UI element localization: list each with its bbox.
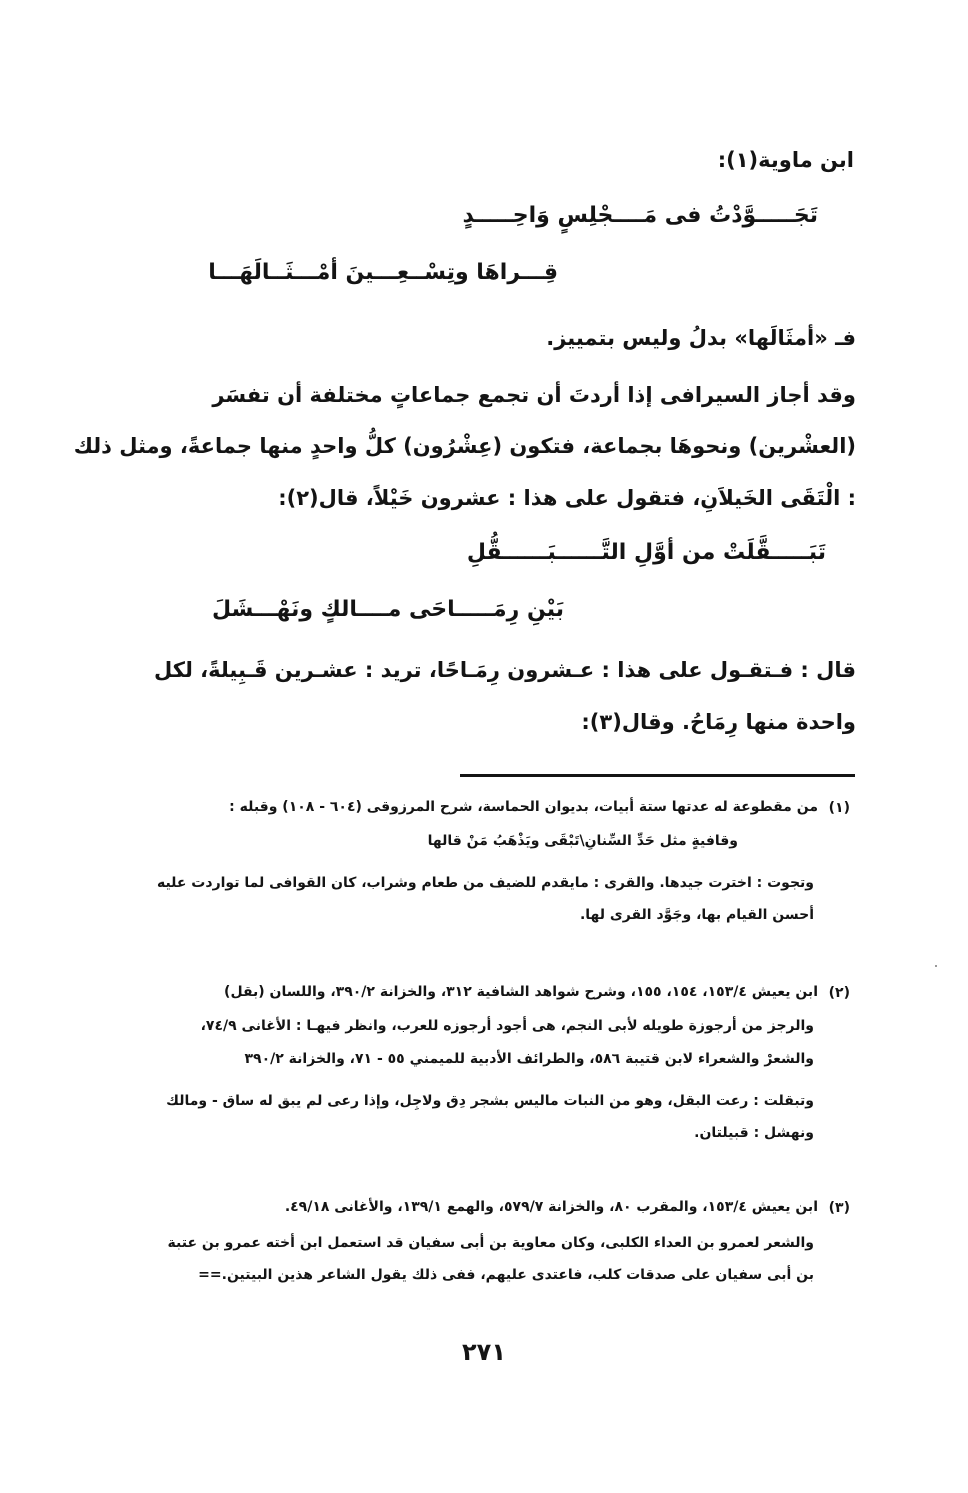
paragraph-2-line-1: قال : فـتقـول على هذا : عـشرون رِمَـاحًا، تريد : عشـرين قَـبِيلةً، لكل	[153, 658, 856, 682]
footnote-1-line-3: وتجوت : اخترت جيدها. والقرى : مايقدم للضيف من طعام وشراب، كان القوافى لما تواردت عليه	[156, 875, 814, 891]
footnote-2-number: (٢)	[828, 985, 850, 1001]
footnote-1-verse: وقافيةٍ مثل حَدِّ السِّنانِ\تَبْقَى ويَذْهَبُ مَنْ قالها	[427, 833, 738, 849]
footnote-3-line-2: والشعر لعمرو بن العداء الكلبى، وكان معاوية بن أبى سفيان قد استعمل ابن أخته عمرو بن عتبة	[167, 1235, 814, 1251]
verse-2-hemistich-2: بَيْنِ رِمَـــــاحَى مــــالكٍ ونَهْـــشَلَ	[211, 597, 564, 622]
footnote-2-line-1: ابن يعيش ١٥٣/٤، ١٥٤، ١٥٥، وشرح شواهد الشافية ٣١٢، والخزانة ٣٩٠/٢، واللسان (بقل)	[224, 984, 818, 1000]
scan-speck	[935, 965, 937, 967]
footnote-1-line-1: من مقطوعة له عدتها ستة أبيات، بديوان الحماسة، شرح المرزوقى (٦٠٤ - ١٠٨) وقبله :	[229, 799, 818, 815]
footnote-3-line-1: ابن يعيش ١٥٣/٤، والمقرب ٨٠، والخزانة ٥٧٩/٧، والهمع ١٣٩/١، والأغانى ٤٩/١٨.	[284, 1199, 818, 1215]
verse-2-hemistich-1: تَبَـــــقَّلَتْ من أوَّلِ التَّــــــبَــــــقُّلِ	[466, 540, 826, 565]
verse-1-hemistich-2: قِـــراهَا وتِسْــعِـــينَ أمْـــثَــالَهَـــا	[208, 260, 558, 285]
paragraph-1-line-3: : الْتَقَى الخَيلاَنِ، فتقول على هذا : عشرون خَيْلاً، قال(٢):	[278, 486, 856, 510]
footnote-3-number: (٣)	[828, 1200, 850, 1216]
footnote-2-line-5: ونهشل : قبيلتان.	[694, 1125, 814, 1141]
paragraph-1-line-2: (العشْرين) ونحوهَا بجماعة، فتكون (عِشْرُون) كلُّ واحدٍ منها جماعةً، ومثل ذلك	[73, 434, 856, 458]
footnote-1-line-4: أحسن القيام بها، وجَوَّد القرى لها.	[579, 907, 814, 923]
paragraph-2-line-2: واحدة منها رِمَاحُ. وقال(٣):	[581, 710, 856, 734]
grammar-note: فـ «أمثَالَها» بدلُ وليس بتمييز.	[546, 326, 856, 350]
intro-line: ابن ماوية(١):	[717, 148, 854, 172]
paragraph-1-line-1: وقد أجاز السيرافى إذا أردتَ أن تجمع جماعاتٍ مختلفة أن تفسَر	[212, 383, 856, 407]
footnote-3-line-3: بن أبى سفيان على صدقات كلب، فاعتدى عليهم، ففى ذلك يقول الشاعر هذين البيتين.==	[198, 1267, 814, 1283]
footnote-1-number: (١)	[828, 800, 850, 816]
verse-1-hemistich-1: تَجَـــــوَّدْتُ فى مَــــجْلِسٍ وَاحِـــــدٍ	[462, 203, 818, 228]
footnote-2-line-3: والشعرْ والشعراء لابن قتيبة ٥٨٦، والطرائف الأدبية للميمني ٥٥ - ٧١، والخزانة ٣٩٠/٢	[244, 1051, 814, 1067]
page-number: ٢٧١	[462, 1338, 506, 1366]
footnote-separator	[460, 774, 855, 777]
footnote-2-line-4: وتبقلت : رعت البقل، وهو من النبات ماليس بشجر دِق ولاجِل، وإذا رعى لم يبق له ساق - ومالك	[166, 1093, 814, 1109]
footnote-2-line-2: والرجز من أرجوزة طويله لأبى النجم، هى أجود أرجوزه للعرب، وانظر فيهـا : الأغانى ٧٤/٩،	[200, 1018, 814, 1034]
